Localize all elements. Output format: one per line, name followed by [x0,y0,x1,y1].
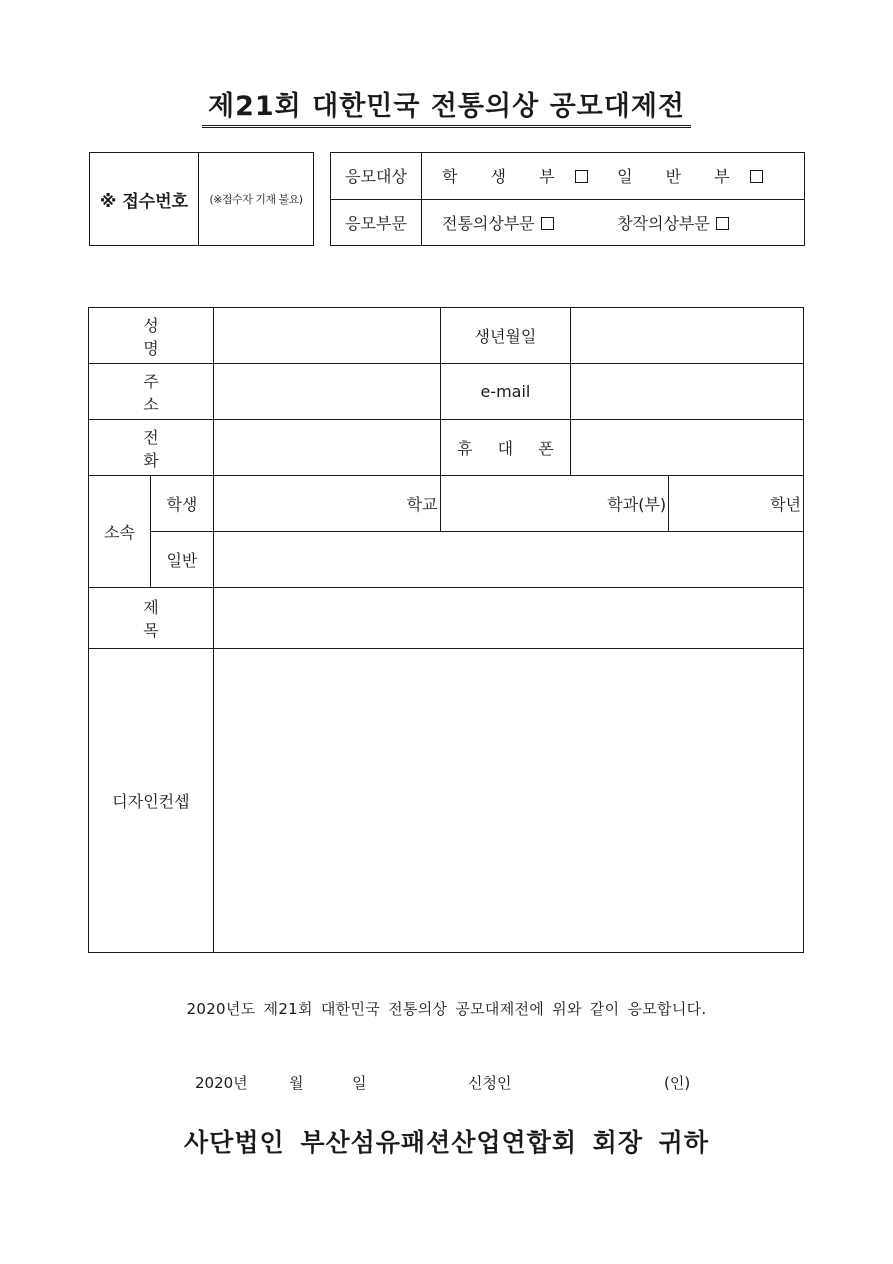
option-student [442,164,612,187]
declaration-text: 2020년도 제21회 대한민국 전통의상 공모대제전에 위와 같이 응모합니다. [186,1000,707,1018]
checkbox-general[interactable] [750,170,763,183]
entry-title-field[interactable] [213,588,803,649]
mobile-field[interactable] [571,420,804,476]
form-title-text: 제21회 대한민국 전통의상 공모대제전 [202,84,691,128]
email-field[interactable] [571,364,804,420]
entry-category-table [330,152,805,246]
date-day: 일 [352,1074,367,1092]
option-student-label: 학 생 부 [442,167,569,187]
general-affiliation-field[interactable] [213,532,803,588]
general-label: 일반 [150,532,213,588]
mobile-label: 휴 대 폰 [440,420,571,476]
birth-date-label: 생년월일 [440,308,571,364]
entry-section-label: 응모부문 [331,199,422,246]
address-label: 주 소 [89,364,214,420]
entry-section-options [422,199,805,246]
entry-target-options [422,153,805,200]
receipt-number-table [89,152,314,246]
option-general-label: 일 반 부 [617,167,744,187]
department-field[interactable]: 학과(부) [440,476,669,532]
date-month: 월 [289,1074,304,1092]
seal-mark: (인) [664,1074,691,1092]
phone-label: 전 화 [89,420,214,476]
checkbox-student[interactable] [575,170,588,183]
design-concept-field[interactable] [213,649,803,953]
design-concept-label: 디자인컨셉 [89,649,214,953]
addressee-text: 사단법인 부산섬유패션산업연합회 회장 귀하 [184,1128,709,1157]
date-year: 2020년 [195,1074,248,1092]
email-label: e-mail [440,364,571,420]
option-creative [617,211,729,234]
option-general [617,164,763,187]
checkbox-creative[interactable] [716,217,729,230]
entry-title-label: 제 목 [89,588,214,649]
name-field[interactable] [213,308,440,364]
applicant-info-table [88,307,804,953]
form-title [0,84,893,128]
affiliation-label: 소속 [89,476,151,588]
option-traditional-label: 전통의상부문 [442,213,535,233]
entry-target-label: 응모대상 [331,153,422,200]
receipt-number-note[interactable]: (※접수자 기재 불요) [199,153,314,246]
school-field[interactable]: 학교 [213,476,440,532]
address-field[interactable] [213,364,440,420]
option-creative-label: 창작의상부문 [617,213,710,233]
student-label: 학생 [150,476,213,532]
applicant-label: 신청인 [468,1074,512,1092]
phone-field[interactable] [213,420,440,476]
checkbox-traditional[interactable] [541,217,554,230]
birth-date-field[interactable] [571,308,804,364]
option-traditional [442,211,612,234]
receipt-number-label: ※ 접수번호 [90,153,199,246]
grade-field[interactable]: 학년 [669,476,804,532]
name-label: 성 명 [89,308,214,364]
